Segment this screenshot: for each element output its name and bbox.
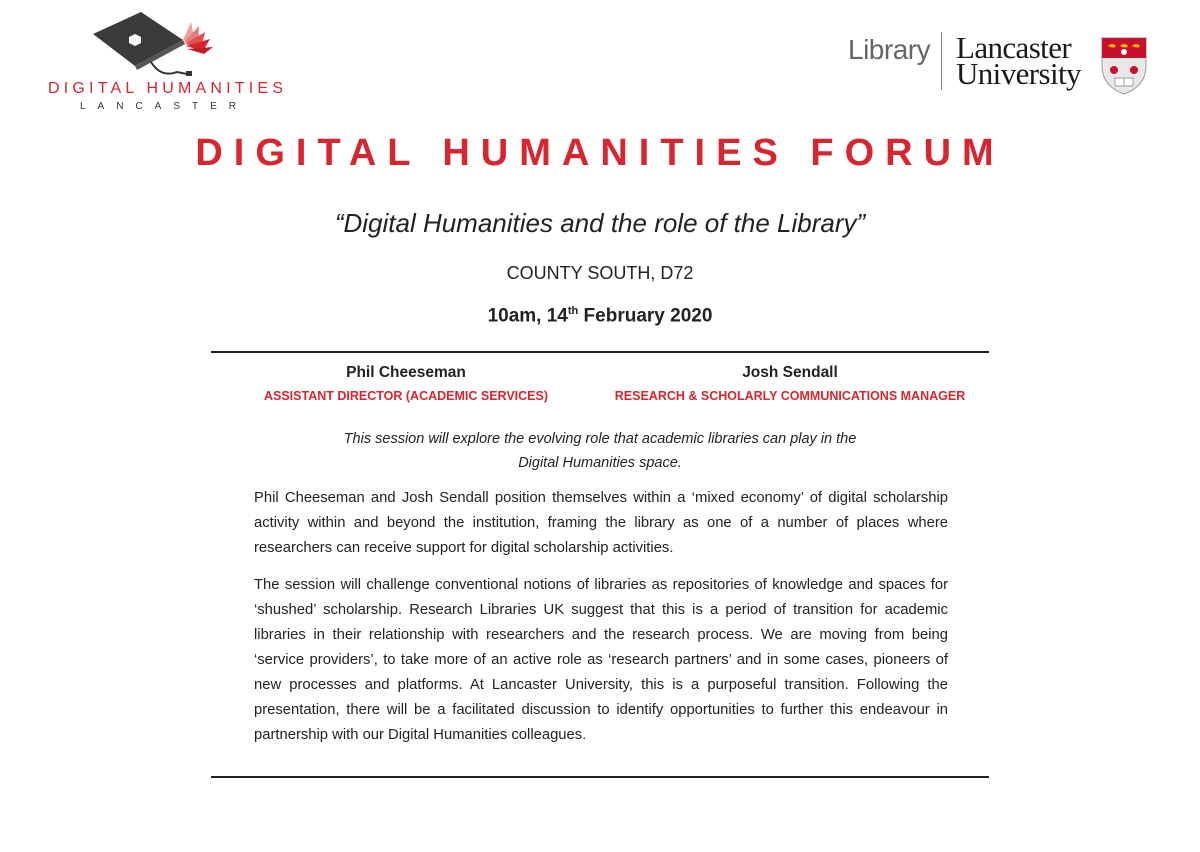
body-paragraph: The session will challenge conventional notions of libraries as repositories of knowledge and spaces for ‘shushed’ scholarship. Research Libraries UK suggest that this is a period of transition for academic libraries in their relationship with researchers and the research process. We are moving from being ‘service providers’, to take more of an active role as ‘research partners’ and in some cases, pioneers of new processes and platforms. At Lancaster University, this is a purposeful transition. Following the presentation, there will be a facilitated discussion to identify opportunities to further this endeavour in partnership with our Digital Humanities colleagues.	[254, 577, 948, 743]
date-ordinal-suffix: th	[567, 305, 579, 317]
speaker-name: Josh Sendall	[742, 364, 838, 381]
body-paragraph: Phil Cheeseman and Josh Sendall position themselves within a ‘mixed economy’ of digital scholarship activity within and beyond the institution, framing the library as one of a number of places where researchers can receive support for digital scholarship activities.	[254, 490, 948, 556]
intro-line: This session will explore the evolving role that academic libraries can play in the	[343, 431, 857, 447]
lancaster-university-library-logo	[848, 30, 1158, 100]
logo-divider	[941, 32, 942, 90]
speaker-role: ASSISTANT DIRECTOR (ACADEMIC SERVICES)	[263, 389, 549, 403]
logo-subtitle: LANCASTER	[80, 101, 249, 112]
university-crest-icon	[1100, 36, 1148, 96]
date-time-prefix: 10am, 14	[487, 305, 568, 327]
event-date-time	[0, 305, 1200, 327]
date-time-suffix: February 2020	[578, 305, 713, 327]
intro-line: Digital Humanities space.	[518, 455, 682, 471]
library-wordmark: Library	[848, 34, 931, 65]
speaker-name: Phil Cheeseman	[346, 364, 466, 381]
speaker-role: RESEARCH & SCHOLARLY COMMUNICATIONS MANAGER	[614, 389, 966, 403]
logo-title: DIGITAL HUMANITIES	[48, 80, 288, 97]
digital-humanities-logo	[48, 12, 288, 112]
session-intro	[260, 427, 940, 475]
university-wordmark-line2: University	[956, 56, 1081, 91]
session-title: “Digital Humanities and the role of the Library”	[334, 208, 866, 238]
forum-title: DIGITAL HUMANITIES FORUM	[195, 132, 1005, 174]
event-location: COUNTY SOUTH, D72	[506, 263, 694, 283]
top-divider	[211, 351, 989, 353]
university-wordmark-line1: Lancaster	[956, 30, 1072, 65]
laptop-book-icon	[91, 12, 221, 80]
bottom-divider	[211, 776, 989, 778]
